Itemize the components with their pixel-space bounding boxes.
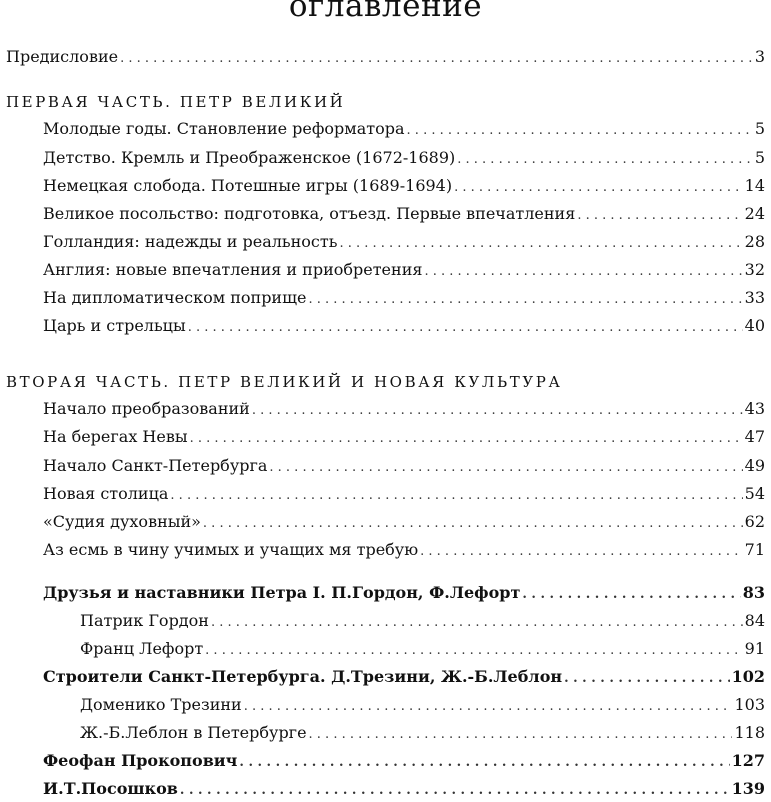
dot-leader [252, 400, 743, 422]
toc-entry-page: 43 [744, 399, 765, 418]
part1-heading: ПЕРВАЯ ЧАСТЬ. ПЕТР ВЕЛИКИЙ [6, 93, 346, 111]
toc-entry-page: 49 [744, 456, 765, 475]
dot-leader [188, 317, 743, 339]
toc-entry-group [43, 582, 765, 606]
dot-leader [577, 205, 742, 227]
dot-leader [420, 541, 743, 563]
toc-entry-page: 5 [754, 148, 765, 167]
toc-entry-page: 71 [744, 540, 765, 559]
toc-entry-title: Ж.-Б.Леблон в Петербурге [80, 723, 307, 742]
toc-entry-title: На берегах Невы [43, 427, 188, 446]
toc-entry-page: 54 [744, 484, 765, 503]
dot-leader [205, 640, 742, 662]
page-title: оглавление [288, 0, 483, 24]
toc-entry-title: Начало преобразований [43, 399, 250, 418]
toc-entry-page: 139 [731, 779, 765, 798]
toc-entry [43, 259, 765, 283]
toc-entry-title: Друзья и наставники Петра I. П.Гордон, Ф.Лефорт [43, 583, 521, 602]
dot-leader [269, 457, 742, 479]
dot-leader [424, 261, 742, 283]
toc-entry-title: Предисловие [6, 47, 119, 66]
toc-entry-title: Начало Санкт-Петербурга [43, 456, 268, 475]
toc-entry-group [43, 666, 765, 690]
toc-entry-page: 33 [744, 288, 765, 307]
toc-entry-title: Царь и стрельцы [43, 316, 186, 335]
toc-entry [43, 398, 765, 422]
toc-entry-page: 3 [754, 47, 765, 66]
toc-entry-title: Феофан Прокопович [43, 751, 238, 770]
toc-entry [43, 203, 765, 227]
toc-entry-group [43, 750, 765, 774]
toc-entry-page: 91 [744, 639, 765, 658]
dot-leader [454, 177, 743, 199]
toc-entry-page: 84 [744, 611, 765, 630]
dot-leader [170, 485, 742, 507]
toc-entry-title: «Судия духовный» [43, 512, 201, 531]
toc-entry-title: Аз есмь в чину учимых и учащих мя требую [43, 540, 419, 559]
toc-entry-page: 127 [731, 751, 765, 770]
toc-entry-page: 47 [744, 427, 765, 446]
toc-entry [43, 231, 765, 255]
toc-entry-title: Детство. Кремль и Преображенское (1672-1689) [43, 148, 456, 167]
dot-leader [522, 584, 740, 606]
toc-entry-title: Молодые годы. Становление реформатора [43, 119, 405, 138]
dot-leader [120, 48, 753, 70]
toc-entry-group [43, 778, 765, 802]
toc-entry-title: Доменико Трезини [80, 695, 242, 714]
toc-entry [43, 511, 765, 535]
toc-entry [43, 118, 765, 142]
toc-entry [43, 147, 765, 171]
dot-leader [407, 120, 753, 142]
toc-entry-page: 83 [742, 583, 765, 602]
toc-entry-sub [80, 694, 765, 718]
toc-entry-title: Англия: новые впечатления и приобретения [43, 260, 423, 279]
toc-entry-page: 40 [744, 316, 765, 335]
dot-leader [308, 289, 742, 311]
toc-entry-title: Голландия: надежды и реальность [43, 232, 338, 251]
toc-entry-title: Патрик Гордон [80, 611, 209, 630]
toc-entry-title: На дипломатическом поприще [43, 288, 307, 307]
dot-leader [457, 149, 753, 171]
toc-entry-page: 32 [744, 260, 765, 279]
toc-entry-sub [80, 722, 765, 746]
toc-entry-title: Строители Санкт-Петербурга. Д.Трезини, Ж.-Б.Леблон [43, 667, 563, 686]
toc-entry-page: 102 [731, 667, 765, 686]
toc-entry-page: 118 [734, 723, 765, 742]
dot-leader [309, 724, 733, 746]
toc-entry-page: 24 [744, 204, 765, 223]
toc-entry-title: Новая столица [43, 484, 169, 503]
toc-entry [43, 175, 765, 199]
dot-leader [180, 780, 730, 802]
toc-entry-page: 5 [754, 119, 765, 138]
dot-leader [211, 612, 743, 634]
toc-entry [43, 455, 765, 479]
toc-entry [43, 287, 765, 311]
toc-entry-title: Немецкая слобода. Потешные игры (1689-1694) [43, 176, 453, 195]
toc-entry-preface [6, 46, 765, 70]
toc-entry-page: 62 [744, 512, 765, 531]
toc-entry-page: 28 [744, 232, 765, 251]
dot-leader [203, 513, 743, 535]
toc-entry [43, 426, 765, 450]
toc-entry-page: 103 [734, 695, 765, 714]
toc-entry-sub [80, 638, 765, 662]
dot-leader [190, 428, 743, 450]
dot-leader [244, 696, 733, 718]
part2-heading: ВТОРАЯ ЧАСТЬ. ПЕТР ВЕЛИКИЙ И НОВАЯ КУЛЬТУРА [6, 373, 563, 391]
toc-entry-title: Великое посольство: подготовка, отъезд. Первые впечатления [43, 204, 576, 223]
dot-leader [339, 233, 742, 255]
toc-entry [43, 315, 765, 339]
toc-entry [43, 483, 765, 507]
toc-entry-sub [80, 610, 765, 634]
dot-leader [564, 668, 730, 690]
dot-leader [239, 752, 729, 774]
toc-entry-title: И.Т.Посошков [43, 779, 178, 798]
toc-entry-page: 14 [744, 176, 765, 195]
toc-entry-title: Франц Лефорт [80, 639, 204, 658]
toc-entry [43, 539, 765, 563]
